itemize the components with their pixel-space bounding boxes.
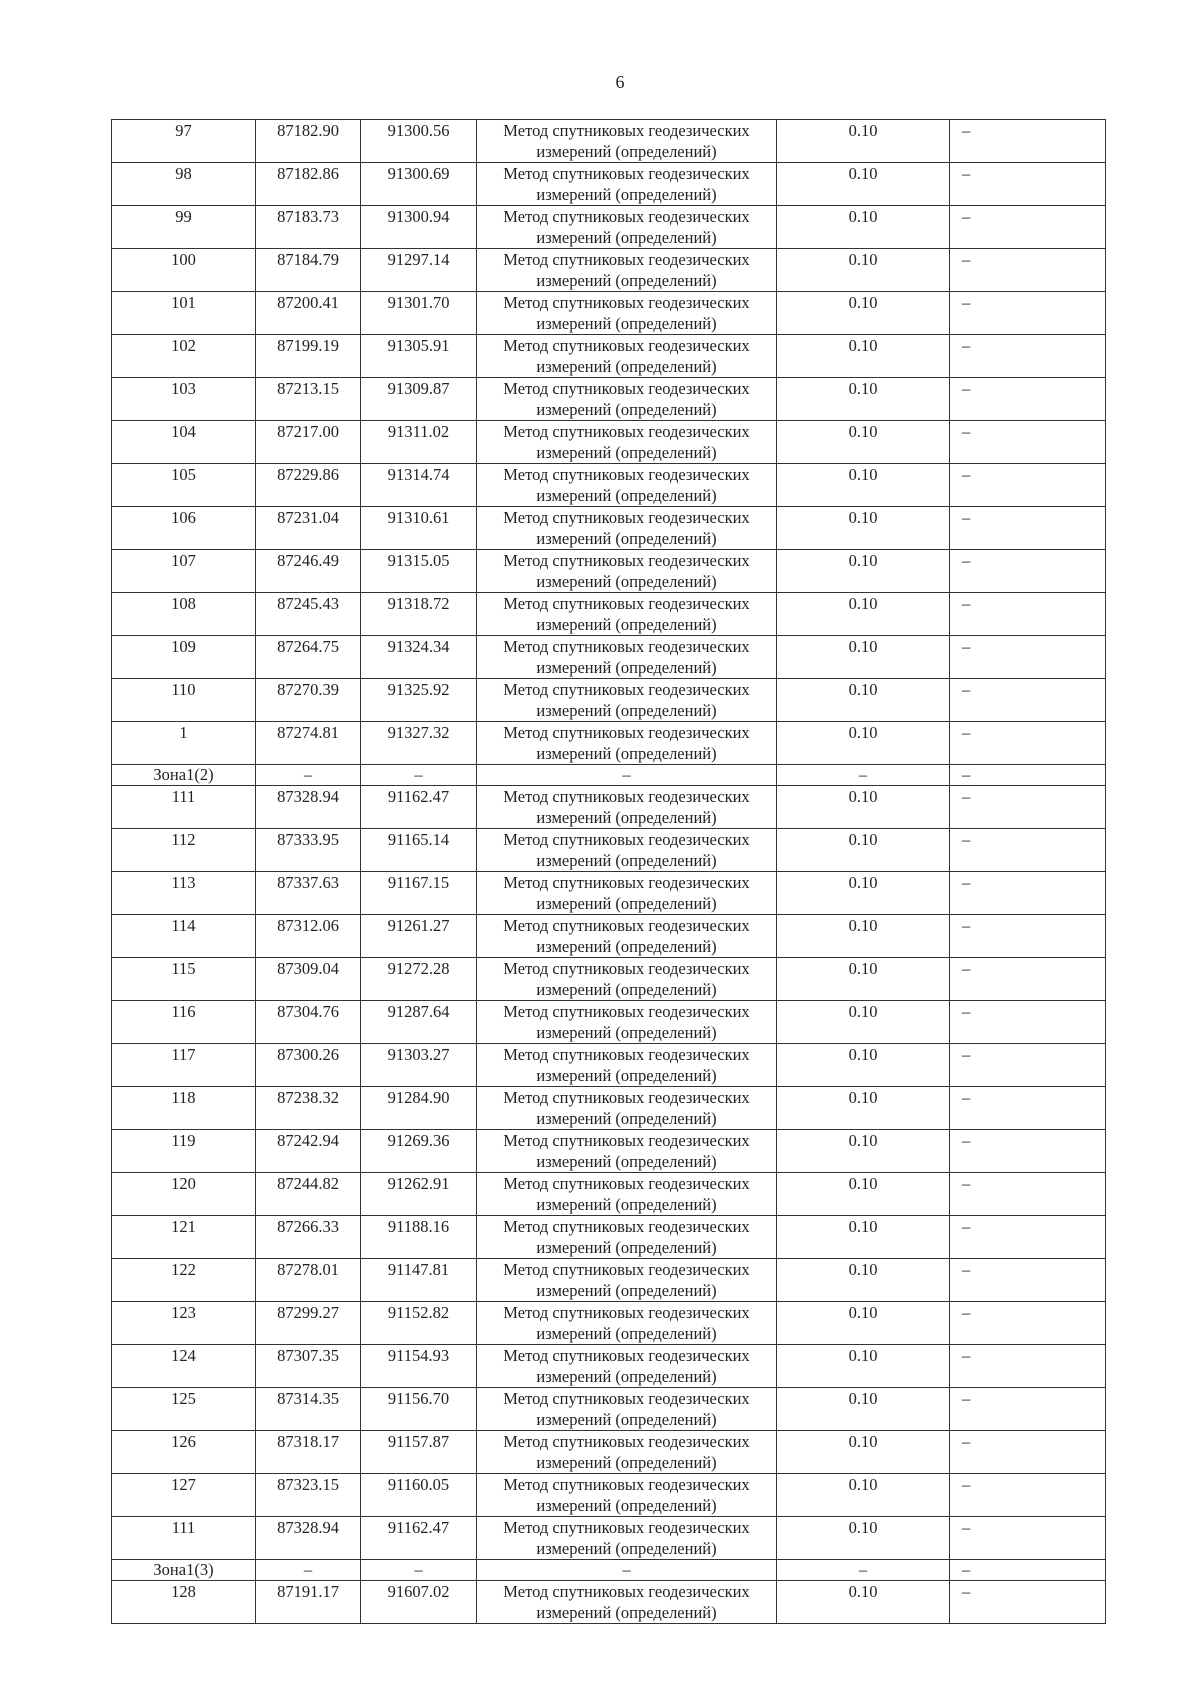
point-number-cell: 102 bbox=[112, 335, 256, 378]
y-coordinate-cell: 91327.32 bbox=[361, 722, 477, 765]
note-cell: – bbox=[950, 786, 1106, 829]
point-number-cell: 127 bbox=[112, 1474, 256, 1517]
point-number-cell: 109 bbox=[112, 636, 256, 679]
method-text: Метод спутниковых геодезических измерений (определений) bbox=[503, 1518, 750, 1558]
method-text: Метод спутниковых геодезических измерений (определений) bbox=[503, 1475, 750, 1515]
table-row bbox=[112, 958, 1106, 1001]
zone-header-row bbox=[112, 765, 1106, 786]
accuracy-cell: 0.10 bbox=[777, 1474, 950, 1517]
point-number-cell: 120 bbox=[112, 1173, 256, 1216]
x-coordinate-cell: 87200.41 bbox=[256, 292, 361, 335]
note-cell: – bbox=[950, 1474, 1106, 1517]
method-cell bbox=[477, 765, 777, 786]
note-cell: – bbox=[950, 249, 1106, 292]
note-cell: – bbox=[950, 335, 1106, 378]
note-cell: – bbox=[950, 1302, 1106, 1345]
table-row bbox=[112, 593, 1106, 636]
note-cell: – bbox=[950, 593, 1106, 636]
point-number-cell: 108 bbox=[112, 593, 256, 636]
table-row bbox=[112, 872, 1106, 915]
accuracy-cell: – bbox=[777, 765, 950, 786]
y-coordinate-cell: 91607.02 bbox=[361, 1581, 477, 1624]
y-coordinate-cell: 91300.56 bbox=[361, 120, 477, 163]
table-row bbox=[112, 378, 1106, 421]
method-text: Метод спутниковых геодезических измерений (определений) bbox=[503, 1131, 750, 1171]
point-number-cell: Зона1(3) bbox=[112, 1560, 256, 1581]
method-text: Метод спутниковых геодезических измерений (определений) bbox=[503, 293, 750, 333]
y-coordinate-cell: 91284.90 bbox=[361, 1087, 477, 1130]
note-cell: – bbox=[950, 1431, 1106, 1474]
method-cell bbox=[477, 872, 777, 915]
note-cell: – bbox=[950, 1517, 1106, 1560]
point-number-cell: 125 bbox=[112, 1388, 256, 1431]
note-cell: – bbox=[950, 1173, 1106, 1216]
table-row bbox=[112, 120, 1106, 163]
point-number-cell: 105 bbox=[112, 464, 256, 507]
note-cell: – bbox=[950, 378, 1106, 421]
y-coordinate-cell: 91272.28 bbox=[361, 958, 477, 1001]
x-coordinate-cell: 87213.15 bbox=[256, 378, 361, 421]
y-coordinate-cell: 91300.69 bbox=[361, 163, 477, 206]
y-coordinate-cell: 91309.87 bbox=[361, 378, 477, 421]
method-cell bbox=[477, 1001, 777, 1044]
method-text: – bbox=[622, 1560, 631, 1579]
x-coordinate-cell: 87328.94 bbox=[256, 1517, 361, 1560]
method-text: Метод спутниковых геодезических измерений (определений) bbox=[503, 594, 750, 634]
method-text: Метод спутниковых геодезических измерений (определений) bbox=[503, 422, 750, 462]
method-text: Метод спутниковых геодезических измерений (определений) bbox=[503, 551, 750, 591]
x-coordinate-cell: 87184.79 bbox=[256, 249, 361, 292]
x-coordinate-cell: 87274.81 bbox=[256, 722, 361, 765]
x-coordinate-cell: 87191.17 bbox=[256, 1581, 361, 1624]
table-row bbox=[112, 206, 1106, 249]
method-text: Метод спутниковых геодезических измерений (определений) bbox=[503, 787, 750, 827]
point-number-cell: 107 bbox=[112, 550, 256, 593]
method-text: Метод спутниковых геодезических измерений (определений) bbox=[503, 1432, 750, 1472]
x-coordinate-cell: 87182.86 bbox=[256, 163, 361, 206]
accuracy-cell: 0.10 bbox=[777, 786, 950, 829]
method-cell bbox=[477, 292, 777, 335]
y-coordinate-cell: 91147.81 bbox=[361, 1259, 477, 1302]
method-cell bbox=[477, 1044, 777, 1087]
table-row bbox=[112, 1388, 1106, 1431]
note-cell: – bbox=[950, 872, 1106, 915]
accuracy-cell: – bbox=[777, 1560, 950, 1581]
method-cell bbox=[477, 958, 777, 1001]
y-coordinate-cell: 91156.70 bbox=[361, 1388, 477, 1431]
method-cell bbox=[477, 636, 777, 679]
table-row bbox=[112, 786, 1106, 829]
note-cell: – bbox=[950, 1044, 1106, 1087]
point-number-cell: 101 bbox=[112, 292, 256, 335]
method-text: Метод спутниковых геодезических измерений (определений) bbox=[503, 1088, 750, 1128]
accuracy-cell: 0.10 bbox=[777, 1044, 950, 1087]
note-cell: – bbox=[950, 1345, 1106, 1388]
method-text: Метод спутниковых геодезических измерений (определений) bbox=[503, 379, 750, 419]
accuracy-cell: 0.10 bbox=[777, 958, 950, 1001]
accuracy-cell: 0.10 bbox=[777, 1581, 950, 1624]
method-cell bbox=[477, 1302, 777, 1345]
note-cell: – bbox=[950, 1216, 1106, 1259]
point-number-cell: 104 bbox=[112, 421, 256, 464]
table-row bbox=[112, 550, 1106, 593]
accuracy-cell: 0.10 bbox=[777, 292, 950, 335]
x-coordinate-cell: 87242.94 bbox=[256, 1130, 361, 1173]
accuracy-cell: 0.10 bbox=[777, 421, 950, 464]
y-coordinate-cell: – bbox=[361, 1560, 477, 1581]
method-text: Метод спутниковых геодезических измерений (определений) bbox=[503, 121, 750, 161]
x-coordinate-cell: 87312.06 bbox=[256, 915, 361, 958]
table-row bbox=[112, 1581, 1106, 1624]
point-number-cell: 119 bbox=[112, 1130, 256, 1173]
accuracy-cell: 0.10 bbox=[777, 1431, 950, 1474]
method-text: Метод спутниковых геодезических измерений (определений) bbox=[503, 637, 750, 677]
point-number-cell: 123 bbox=[112, 1302, 256, 1345]
y-coordinate-cell: 91269.36 bbox=[361, 1130, 477, 1173]
table-row bbox=[112, 292, 1106, 335]
accuracy-cell: 0.10 bbox=[777, 206, 950, 249]
x-coordinate-cell: 87266.33 bbox=[256, 1216, 361, 1259]
table-row bbox=[112, 1517, 1106, 1560]
method-cell bbox=[477, 1259, 777, 1302]
table-row bbox=[112, 1216, 1106, 1259]
x-coordinate-cell: 87264.75 bbox=[256, 636, 361, 679]
accuracy-cell: 0.10 bbox=[777, 120, 950, 163]
accuracy-cell: 0.10 bbox=[777, 1388, 950, 1431]
method-text: Метод спутниковых геодезических измерений (определений) bbox=[503, 336, 750, 376]
point-number-cell: 106 bbox=[112, 507, 256, 550]
y-coordinate-cell: 91287.64 bbox=[361, 1001, 477, 1044]
method-cell bbox=[477, 206, 777, 249]
x-coordinate-cell: 87183.73 bbox=[256, 206, 361, 249]
y-coordinate-cell: – bbox=[361, 765, 477, 786]
method-cell bbox=[477, 464, 777, 507]
x-coordinate-cell: – bbox=[256, 1560, 361, 1581]
x-coordinate-cell: 87323.15 bbox=[256, 1474, 361, 1517]
table-row bbox=[112, 1345, 1106, 1388]
y-coordinate-cell: 91167.15 bbox=[361, 872, 477, 915]
note-cell: – bbox=[950, 1130, 1106, 1173]
note-cell: – bbox=[950, 1388, 1106, 1431]
point-number-cell: 122 bbox=[112, 1259, 256, 1302]
note-cell: – bbox=[950, 1560, 1106, 1581]
table-row bbox=[112, 722, 1106, 765]
table-row bbox=[112, 1130, 1106, 1173]
note-cell: – bbox=[950, 1581, 1106, 1624]
method-text: Метод спутниковых геодезических измерений (определений) bbox=[503, 830, 750, 870]
x-coordinate-cell: – bbox=[256, 765, 361, 786]
method-text: Метод спутниковых геодезических измерений (определений) bbox=[503, 207, 750, 247]
y-coordinate-cell: 91300.94 bbox=[361, 206, 477, 249]
table-row bbox=[112, 421, 1106, 464]
method-text: – bbox=[622, 765, 631, 784]
point-number-cell: 113 bbox=[112, 872, 256, 915]
method-cell bbox=[477, 163, 777, 206]
accuracy-cell: 0.10 bbox=[777, 1130, 950, 1173]
x-coordinate-cell: 87217.00 bbox=[256, 421, 361, 464]
accuracy-cell: 0.10 bbox=[777, 1345, 950, 1388]
y-coordinate-cell: 91303.27 bbox=[361, 1044, 477, 1087]
method-cell bbox=[477, 786, 777, 829]
method-text: Метод спутниковых геодезических измерений (определений) bbox=[503, 1346, 750, 1386]
note-cell: – bbox=[950, 163, 1106, 206]
method-cell bbox=[477, 1388, 777, 1431]
method-text: Метод спутниковых геодезических измерений (определений) bbox=[503, 1174, 750, 1214]
method-cell bbox=[477, 1560, 777, 1581]
y-coordinate-cell: 91325.92 bbox=[361, 679, 477, 722]
x-coordinate-cell: 87245.43 bbox=[256, 593, 361, 636]
table-row bbox=[112, 1259, 1106, 1302]
x-coordinate-cell: 87328.94 bbox=[256, 786, 361, 829]
note-cell: – bbox=[950, 679, 1106, 722]
note-cell: – bbox=[950, 958, 1106, 1001]
y-coordinate-cell: 91297.14 bbox=[361, 249, 477, 292]
y-coordinate-cell: 91162.47 bbox=[361, 1517, 477, 1560]
x-coordinate-cell: 87229.86 bbox=[256, 464, 361, 507]
table-row bbox=[112, 335, 1106, 378]
accuracy-cell: 0.10 bbox=[777, 1259, 950, 1302]
y-coordinate-cell: 91262.91 bbox=[361, 1173, 477, 1216]
x-coordinate-cell: 87278.01 bbox=[256, 1259, 361, 1302]
accuracy-cell: 0.10 bbox=[777, 1517, 950, 1560]
accuracy-cell: 0.10 bbox=[777, 378, 950, 421]
note-cell: – bbox=[950, 1001, 1106, 1044]
point-number-cell: 118 bbox=[112, 1087, 256, 1130]
method-cell bbox=[477, 1216, 777, 1259]
y-coordinate-cell: 91154.93 bbox=[361, 1345, 477, 1388]
table-row bbox=[112, 464, 1106, 507]
method-cell bbox=[477, 421, 777, 464]
zone-header-row bbox=[112, 1560, 1106, 1581]
y-coordinate-cell: 91188.16 bbox=[361, 1216, 477, 1259]
method-text: Метод спутниковых геодезических измерений (определений) bbox=[503, 1217, 750, 1257]
accuracy-cell: 0.10 bbox=[777, 249, 950, 292]
y-coordinate-cell: 91152.82 bbox=[361, 1302, 477, 1345]
method-text: Метод спутниковых геодезических измерений (определений) bbox=[503, 1002, 750, 1042]
point-number-cell: 117 bbox=[112, 1044, 256, 1087]
method-text: Метод спутниковых геодезических измерений (определений) bbox=[503, 164, 750, 204]
note-cell: – bbox=[950, 206, 1106, 249]
table-row bbox=[112, 1001, 1106, 1044]
method-cell bbox=[477, 1581, 777, 1624]
method-cell bbox=[477, 1130, 777, 1173]
accuracy-cell: 0.10 bbox=[777, 1216, 950, 1259]
table-row bbox=[112, 679, 1106, 722]
accuracy-cell: 0.10 bbox=[777, 1173, 950, 1216]
method-cell bbox=[477, 550, 777, 593]
method-cell bbox=[477, 1474, 777, 1517]
y-coordinate-cell: 91160.05 bbox=[361, 1474, 477, 1517]
point-number-cell: 97 bbox=[112, 120, 256, 163]
accuracy-cell: 0.10 bbox=[777, 915, 950, 958]
accuracy-cell: 0.10 bbox=[777, 335, 950, 378]
note-cell: – bbox=[950, 915, 1106, 958]
x-coordinate-cell: 87318.17 bbox=[256, 1431, 361, 1474]
method-text: Метод спутниковых геодезических измерений (определений) bbox=[503, 250, 750, 290]
table-row bbox=[112, 1431, 1106, 1474]
table-row bbox=[112, 1044, 1106, 1087]
method-text: Метод спутниковых геодезических измерений (определений) bbox=[503, 723, 750, 763]
note-cell: – bbox=[950, 1087, 1106, 1130]
x-coordinate-cell: 87270.39 bbox=[256, 679, 361, 722]
y-coordinate-cell: 91314.74 bbox=[361, 464, 477, 507]
accuracy-cell: 0.10 bbox=[777, 722, 950, 765]
note-cell: – bbox=[950, 421, 1106, 464]
point-number-cell: 116 bbox=[112, 1001, 256, 1044]
method-cell bbox=[477, 249, 777, 292]
accuracy-cell: 0.10 bbox=[777, 1087, 950, 1130]
point-number-cell: 111 bbox=[112, 786, 256, 829]
method-cell bbox=[477, 378, 777, 421]
x-coordinate-cell: 87199.19 bbox=[256, 335, 361, 378]
x-coordinate-cell: 87231.04 bbox=[256, 507, 361, 550]
coordinates-table-body bbox=[112, 120, 1106, 1624]
note-cell: – bbox=[950, 507, 1106, 550]
table-row bbox=[112, 163, 1106, 206]
method-cell bbox=[477, 335, 777, 378]
point-number-cell: 112 bbox=[112, 829, 256, 872]
table-row bbox=[112, 1173, 1106, 1216]
coordinates-table bbox=[111, 119, 1106, 1624]
x-coordinate-cell: 87304.76 bbox=[256, 1001, 361, 1044]
note-cell: – bbox=[950, 292, 1106, 335]
accuracy-cell: 0.10 bbox=[777, 1302, 950, 1345]
point-number-cell: 128 bbox=[112, 1581, 256, 1624]
accuracy-cell: 0.10 bbox=[777, 163, 950, 206]
x-coordinate-cell: 87244.82 bbox=[256, 1173, 361, 1216]
table-row bbox=[112, 915, 1106, 958]
point-number-cell: 124 bbox=[112, 1345, 256, 1388]
point-number-cell: 1 bbox=[112, 722, 256, 765]
point-number-cell: 111 bbox=[112, 1517, 256, 1560]
method-cell bbox=[477, 829, 777, 872]
point-number-cell: 115 bbox=[112, 958, 256, 1001]
table-row bbox=[112, 829, 1106, 872]
x-coordinate-cell: 87299.27 bbox=[256, 1302, 361, 1345]
table-row bbox=[112, 1302, 1106, 1345]
y-coordinate-cell: 91261.27 bbox=[361, 915, 477, 958]
method-text: Метод спутниковых геодезических измерений (определений) bbox=[503, 1582, 750, 1622]
method-cell bbox=[477, 915, 777, 958]
point-number-cell: 114 bbox=[112, 915, 256, 958]
y-coordinate-cell: 91318.72 bbox=[361, 593, 477, 636]
note-cell: – bbox=[950, 120, 1106, 163]
x-coordinate-cell: 87182.90 bbox=[256, 120, 361, 163]
method-text: Метод спутниковых геодезических измерений (определений) bbox=[503, 959, 750, 999]
method-cell bbox=[477, 593, 777, 636]
x-coordinate-cell: 87309.04 bbox=[256, 958, 361, 1001]
y-coordinate-cell: 91311.02 bbox=[361, 421, 477, 464]
y-coordinate-cell: 91305.91 bbox=[361, 335, 477, 378]
note-cell: – bbox=[950, 1259, 1106, 1302]
table-row bbox=[112, 1474, 1106, 1517]
method-cell bbox=[477, 1431, 777, 1474]
y-coordinate-cell: 91157.87 bbox=[361, 1431, 477, 1474]
accuracy-cell: 0.10 bbox=[777, 1001, 950, 1044]
note-cell: – bbox=[950, 722, 1106, 765]
accuracy-cell: 0.10 bbox=[777, 593, 950, 636]
method-cell bbox=[477, 507, 777, 550]
method-text: Метод спутниковых геодезических измерений (определений) bbox=[503, 1045, 750, 1085]
page-number: 6 bbox=[615, 72, 625, 92]
method-cell bbox=[477, 1517, 777, 1560]
point-number-cell: 98 bbox=[112, 163, 256, 206]
x-coordinate-cell: 87307.35 bbox=[256, 1345, 361, 1388]
method-text: Метод спутниковых геодезических измерений (определений) bbox=[503, 1260, 750, 1300]
method-cell bbox=[477, 1345, 777, 1388]
method-cell bbox=[477, 1173, 777, 1216]
method-cell bbox=[477, 679, 777, 722]
note-cell: – bbox=[950, 464, 1106, 507]
y-coordinate-cell: 91324.34 bbox=[361, 636, 477, 679]
accuracy-cell: 0.10 bbox=[777, 829, 950, 872]
accuracy-cell: 0.10 bbox=[777, 872, 950, 915]
point-number-cell: Зона1(2) bbox=[112, 765, 256, 786]
method-text: Метод спутниковых геодезических измерений (определений) bbox=[503, 680, 750, 720]
x-coordinate-cell: 87337.63 bbox=[256, 872, 361, 915]
x-coordinate-cell: 87238.32 bbox=[256, 1087, 361, 1130]
table-row bbox=[112, 507, 1106, 550]
y-coordinate-cell: 91162.47 bbox=[361, 786, 477, 829]
accuracy-cell: 0.10 bbox=[777, 464, 950, 507]
method-cell bbox=[477, 120, 777, 163]
point-number-cell: 121 bbox=[112, 1216, 256, 1259]
note-cell: – bbox=[950, 550, 1106, 593]
point-number-cell: 103 bbox=[112, 378, 256, 421]
table-row bbox=[112, 1087, 1106, 1130]
y-coordinate-cell: 91315.05 bbox=[361, 550, 477, 593]
y-coordinate-cell: 91301.70 bbox=[361, 292, 477, 335]
point-number-cell: 126 bbox=[112, 1431, 256, 1474]
accuracy-cell: 0.10 bbox=[777, 636, 950, 679]
x-coordinate-cell: 87246.49 bbox=[256, 550, 361, 593]
method-text: Метод спутниковых геодезических измерений (определений) bbox=[503, 508, 750, 548]
accuracy-cell: 0.10 bbox=[777, 679, 950, 722]
point-number-cell: 110 bbox=[112, 679, 256, 722]
x-coordinate-cell: 87314.35 bbox=[256, 1388, 361, 1431]
method-cell bbox=[477, 722, 777, 765]
method-cell bbox=[477, 1087, 777, 1130]
table-row bbox=[112, 249, 1106, 292]
method-text: Метод спутниковых геодезических измерений (определений) bbox=[503, 465, 750, 505]
x-coordinate-cell: 87333.95 bbox=[256, 829, 361, 872]
method-text: Метод спутниковых геодезических измерений (определений) bbox=[503, 1303, 750, 1343]
point-number-cell: 100 bbox=[112, 249, 256, 292]
y-coordinate-cell: 91310.61 bbox=[361, 507, 477, 550]
method-text: Метод спутниковых геодезических измерений (определений) bbox=[503, 1389, 750, 1429]
point-number-cell: 99 bbox=[112, 206, 256, 249]
x-coordinate-cell: 87300.26 bbox=[256, 1044, 361, 1087]
method-text: Метод спутниковых геодезических измерений (определений) bbox=[503, 873, 750, 913]
note-cell: – bbox=[950, 829, 1106, 872]
note-cell: – bbox=[950, 765, 1106, 786]
accuracy-cell: 0.10 bbox=[777, 550, 950, 593]
method-text: Метод спутниковых геодезических измерений (определений) bbox=[503, 916, 750, 956]
note-cell: – bbox=[950, 636, 1106, 679]
accuracy-cell: 0.10 bbox=[777, 507, 950, 550]
y-coordinate-cell: 91165.14 bbox=[361, 829, 477, 872]
table-row bbox=[112, 636, 1106, 679]
